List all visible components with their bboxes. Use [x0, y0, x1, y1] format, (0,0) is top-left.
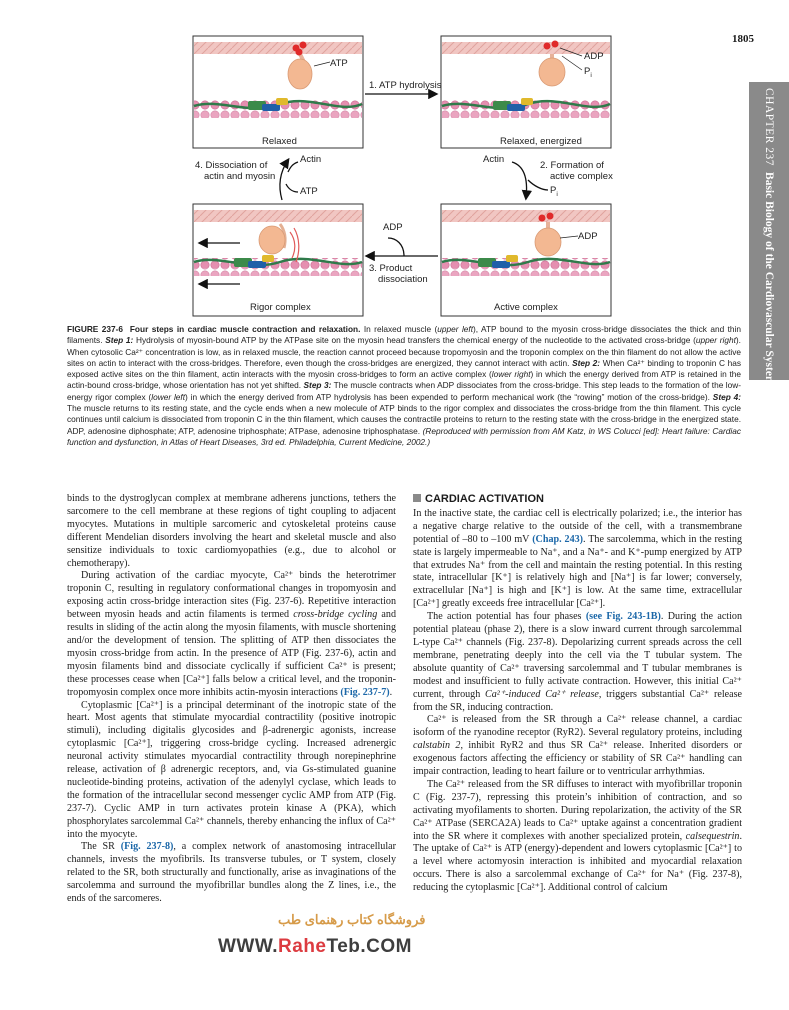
caption-figure-title: Four steps in cardiac muscle contraction and relaxation.	[129, 324, 361, 334]
label-step2-line1: 2. Formation of	[540, 160, 604, 171]
label-atp-left: ATP	[300, 186, 318, 197]
left-para-2: During activation of the cardiac myocyte, Ca²⁺ binds the heterotrimer troponin C, resulting in regulatory conformational changes in tropomyosin and exposing actin cross-bridge interaction sites (Fig. 237-6). Repetitive interaction between myosin heads and actin filaments is termed cross-bridge cycling and results in sliding of the actin along the myosin filaments, with muscle shortening and/or the development of tension. The splitting of ATP then dissociates the myosin cross-bridge from actin. In the presence of ATP (Fig. 237-6), actin and myosin filaments bind and dissociate cyclically if sufficient Ca²⁺ is present; these processes cease when [Ca²⁺] falls below a critical level, and the troponin-tropomyosin complex once more inhibits actin-myosin interactions (Fig. 237-7).	[67, 570, 397, 698]
label-pi-right: $P_i$	[550, 185, 558, 198]
label-step3-line1: 3. Product	[369, 263, 413, 274]
label-step4-line2: actin and myosin	[204, 171, 276, 182]
right-para-2: The action potential has four phases (see Fig. 243-1B). During the action potential plateau (phase 2), there is a slow inward current through sarcolemmal L-type Ca²⁺ channels (Fig. 237-8). Depolarizing current spreads across the cell membrane, penetrating deeply into the cell via the T tubular system. The absolute quantity of Ca²⁺ traversing sarcolemmal and T tubular membranes is modest and insufficient to fully activate contraction. However, this initial Ca²⁺ current, through Ca²⁺-induced Ca²⁺ release, triggers substantial Ca²⁺ release from the SR, inducing contraction.	[413, 611, 742, 713]
label-adp-right: ADP	[578, 231, 598, 242]
link-fig-243-1b[interactable]: (see Fig. 243-1B)	[585, 611, 661, 623]
label-step2-line2: active complex	[550, 171, 613, 182]
label-rigor-complex: Rigor complex	[250, 302, 311, 313]
page-number: 1805	[732, 33, 754, 45]
label-pi-top: $P_i$	[584, 66, 592, 79]
right-para-1: In the inactive state, the cardiac cell is electrically polarized; i.e., the interior has a negative charge relative to the outside of the cell, with a transmembrane potential of –80 to –100 mV (Chap. 243). The sarcolemma, which in the resting state is largely impermeable to Na⁺, and a Na⁺- and K⁺-pump energized by ATP that extrudes Na⁺ from the cell and maintain the resting potential. In this resting state, intracellular [K⁺] is relatively high and [Na⁺] is far lower; conversely, extracellular [Na⁺] is high and [K⁺] is low. At the same time, extracellular [Ca²⁺] greatly exceeds free intracellular [Ca²⁺].	[413, 507, 742, 610]
label-atp-top: ATP	[330, 58, 348, 69]
right-para-3: Ca²⁺ is released from the SR through a Ca²⁺ release channel, a cardiac isoform of the ryanodine receptor (RyR2). Several regulatory proteins, including calstabin 2, inhibit RyR2 and thus SR Ca²⁺ release. Inherited disorders or exogenous factors affecting the efficiency or stability of SR Ca²⁺ handling can impair contraction, leading to heart failure or to ventricular arrhythmias.	[413, 714, 742, 778]
figure-237-6	[0, 0, 789, 320]
label-active-complex: Active complex	[494, 302, 558, 313]
label-relaxed-energized: Relaxed, energized	[500, 136, 582, 147]
label-step4-line1: 4. Dissociation of	[195, 160, 268, 171]
left-para-1: binds to the dystroglycan complex at membrane adherens junctions, tethers the sarcomere to the cell membrane at these regions of tight coupling to adjacent myocytes. Mutations in multiple sarcomeric and cytoskeletal proteins cause different Mendelian disorders involving the heart and skeletal muscle and also sensitize individuals to toxic cardiomyopathies (e.g., due to alcohol or chemotherapy).	[67, 493, 396, 569]
section-marker-icon	[413, 494, 421, 502]
caption-figure-id: FIGURE 237-6	[67, 324, 123, 334]
watermark-url: WWW.RaheTeb.COM	[218, 936, 412, 957]
label-actin-left: Actin	[300, 154, 322, 165]
label-step1: 1. ATP hydrolysis	[369, 80, 442, 91]
label-relaxed: Relaxed	[262, 136, 297, 147]
figure-caption: FIGURE 237-6 Four steps in cardiac muscle contraction and relaxation. In relaxed muscle (upper left), ATP bound to the myosin cross-bridge dissociates the thick and thin filaments. Step 1: Hydrolysis of myosin-bound ATP by the ATPase site on the myosin head transfers the chemical energy of the nucleotide to the activated cross-bridge (upper right). When cytosolic Ca²⁺ concentration is low, as in relaxed muscle, the reaction cannot proceed because tropomyosin and the troponin complex on the thin filament do not allow the active sites on actin to interact with the cross-bridges. Therefore, even though the cross-bridges are energized, they cannot interact with actin. Step 2: When Ca²⁺ binding to troponin C has exposed active sites on the thin filament, actin interacts with the myosin cross-bridges to form an active complex (lower right) in which the energy derived from ATP is retained in the actin-bound cross-bridge, whose orientation has not yet shifted. Step 3: The muscle contracts when ADP dissociates from the cross-bridge. This step leads to the formation of the low-energy rigor complex (lower left) in which the energy derived from ATP hydrolysis has been expended to perform mechanical work (the “rowing” motion of the cross-bridge). Step 4: The muscle returns to its resting state, and the cycle ends when a new molecule of ATP binds to the rigor complex and dissociates the cross-bridge from the thin filament. This cycle continues until calcium is dissociated from troponin C in the thin filament, which causes the contractile proteins to return to the resting state with the cross-bridge in the energized state. ADP, adenosine diphosphate; ATP, adenosine triphosphate; ATPase, adenosine triphosphatase. (Reproduced with permission from AM Katz, in WS Colucci [ed]: Heart failure: Cardiac function and dysfunction, in Atlas of Heart Diseases, 3rd ed. Philadelphia, Current Medicine, 2002.)	[67, 324, 742, 447]
left-para-4: The SR (Fig. 237-8), a complex network of anastomosing intracellular channels, invests the myofibrils. Its transverse tubules, or T system, closely related to the SR, both structurally and functionally, arise as invaginations of the sarcolemma and surround the myofibrillar bundles along the Z lines, i.e., the ends of the sarcomeres.	[67, 841, 396, 905]
link-chap-243[interactable]: (Chap. 243)	[532, 533, 584, 545]
arrow-step3	[367, 238, 438, 256]
left-para-3: Cytoplasmic [Ca²⁺] is a principal determinant of the inotropic state of the heart. Most agents that stimulate myocardial contractility (positive inotropic stimuli), including digitalis glycosides and β-adrenergic agonists, increase cytoplasmic [Ca²⁺], triggering cross-bridge cycling. Increased adrenergic neuronal activity stimulates myocardial contractility through norepinephrine release, activation of β adrenergic receptors, and, via Gs-stimulated guanine nucleotide-binding proteins, activation of the adenylyl cyclase, which leads to the formation of the intracellular second messenger cyclic AMP from ATP (Fig. 237-7). Cyclic AMP in turn activates protein kinase A (PKA), which phosphorylates sarcolemmal Ca²⁺ channels, thereby enhancing the influx of Ca²⁺ into the myocyte.	[67, 699, 396, 840]
label-adp-mid: ADP	[383, 222, 403, 233]
label-step3-line2: dissociation	[378, 274, 428, 285]
label-adp-top: ADP	[584, 51, 604, 62]
arrow-step4	[280, 160, 298, 200]
chapter-title: Basic Biology of the Cardiovascular System	[763, 172, 775, 386]
right-para-4: The Ca²⁺ released from the SR diffuses to interact with myofibrillar troponin C (Fig. 237-7), repressing this protein’s inhibition of contraction, and so activating myofilaments to shorten. During repolarization, the activity of the SR Ca²⁺ ATPase (SERCA2A) leads to Ca²⁺ uptake against a concentration gradient into the SR where it complexes with another specialized protein, calsequestrin. The uptake of Ca²⁺ is ATP (energy)-dependent and lowers cytoplasmic [Ca²⁺] to a level where actomyosin interaction is inhibited and myocardial relaxation occurs. There is also a sarcolemmal exchange of Ca²⁺ for Na⁺ (Fig. 237-8), reducing the cytoplasmic [Ca²⁺]. Additional control of calcium	[413, 778, 742, 894]
chapter-number: CHAPTER 237	[763, 88, 775, 167]
label-actin-right: Actin	[483, 154, 505, 165]
left-column	[67, 493, 396, 906]
link-fig-237-8[interactable]: (Fig. 237-8)	[120, 841, 174, 853]
link-fig-237-7[interactable]: (Fig. 237-7)	[340, 686, 390, 698]
watermark-text: فروشگاه کتاب رهنمای طب	[278, 912, 426, 927]
right-column	[413, 493, 742, 895]
section-heading: CARDIAC ACTIVATION	[413, 493, 742, 506]
